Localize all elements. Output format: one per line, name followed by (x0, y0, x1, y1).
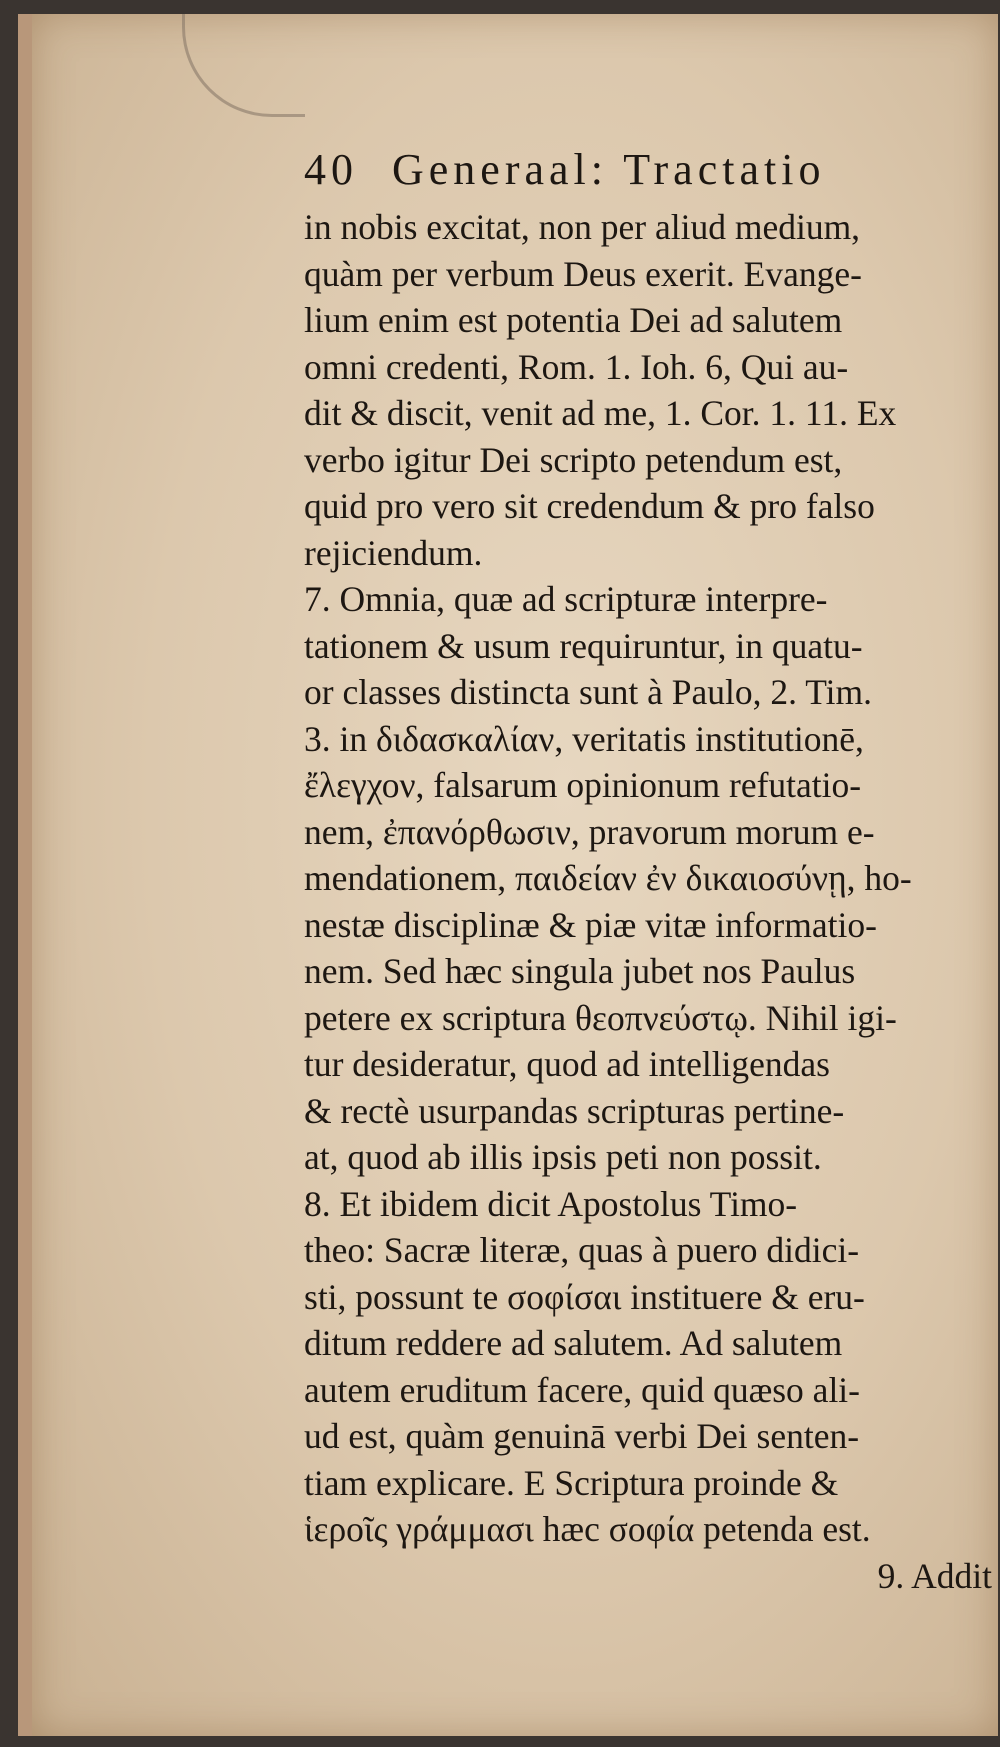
book-page (18, 14, 998, 1736)
text-line: mendationem, παιδείαν ἐν δικαιοσύνῃ, ho- (304, 858, 912, 898)
text-line: 8. Et ibidem dicit Apostolus Timo- (304, 1183, 798, 1224)
text-line: nestæ disciplinæ & piæ vitæ informatio- (304, 904, 877, 945)
text-line: & rectè usurpandas scripturas pertine- (304, 1090, 845, 1131)
text-lines (304, 204, 1000, 1553)
page-number: 40 (304, 145, 358, 194)
text-line: quàm per verbum Deus exerit. Evange- (304, 253, 862, 294)
text-line: tationem & usum requiruntur, in quatu- (304, 625, 863, 666)
text-line: 3. in διδασκαλίαν, veritatis institutionē, (304, 718, 864, 759)
text-line: or classes distincta sunt à Paulo, 2. Tim. (304, 672, 872, 712)
running-head (304, 142, 1000, 198)
text-line: ud est, quàm genuinā verbi Dei senten- (304, 1416, 860, 1456)
text-line: at, quod ab illis ipsis peti non possit. (304, 1137, 822, 1177)
catchword: 9. Addit (877, 1555, 992, 1596)
text-line: rejiciendum. (304, 532, 483, 573)
text-line: theo: Sacræ literæ, quas à puero didici- (304, 1230, 860, 1270)
text-line: nem. Sed hæc singula jubet nos Paulus (304, 951, 856, 991)
text-line: in nobis excitat, non per aliud medium, (304, 207, 861, 247)
running-title: Generaal: Tractatio (392, 145, 826, 194)
text-block (304, 142, 1000, 1599)
text-line: petere ex scriptura θεοπνεύστῳ. Nihil igi- (304, 997, 897, 1038)
page-stain (182, 14, 305, 117)
text-line: tur desideratur, quod ad intelligendas (304, 1044, 830, 1084)
text-line: verbo igitur Dei scripto petendum est, (304, 439, 843, 480)
text-line: lium enim est potentia Dei ad salutem (304, 300, 843, 340)
text-line: ditum reddere ad salutem. Ad salutem (304, 1323, 843, 1363)
text-line: ἱεροῖς γράμμασι hæc σοφία petenda est. (304, 1509, 871, 1549)
text-line: nem, ἐπανόρθωσιν, pravorum morum e- (304, 811, 875, 852)
text-line: dit & discit, venit ad me, 1. Cor. 1. 11. Ex (304, 393, 897, 433)
text-line: ἔλεγχον, falsarum opinionum refutatio- (304, 765, 862, 805)
text-line: quid pro vero sit credendum & pro falso (304, 486, 875, 526)
text-line: tiam explicare. E Scriptura proinde & (304, 1462, 839, 1503)
text-line: 7. Omnia, quæ ad scripturæ interpre- (304, 579, 828, 619)
text-line: sti, possunt te σοφίσαι instituere & eru- (304, 1276, 865, 1317)
text-line: omni credenti, Rom. 1. Ioh. 6, Qui au- (304, 346, 849, 387)
text-line: autem eruditum facere, quid quæso ali- (304, 1369, 860, 1410)
